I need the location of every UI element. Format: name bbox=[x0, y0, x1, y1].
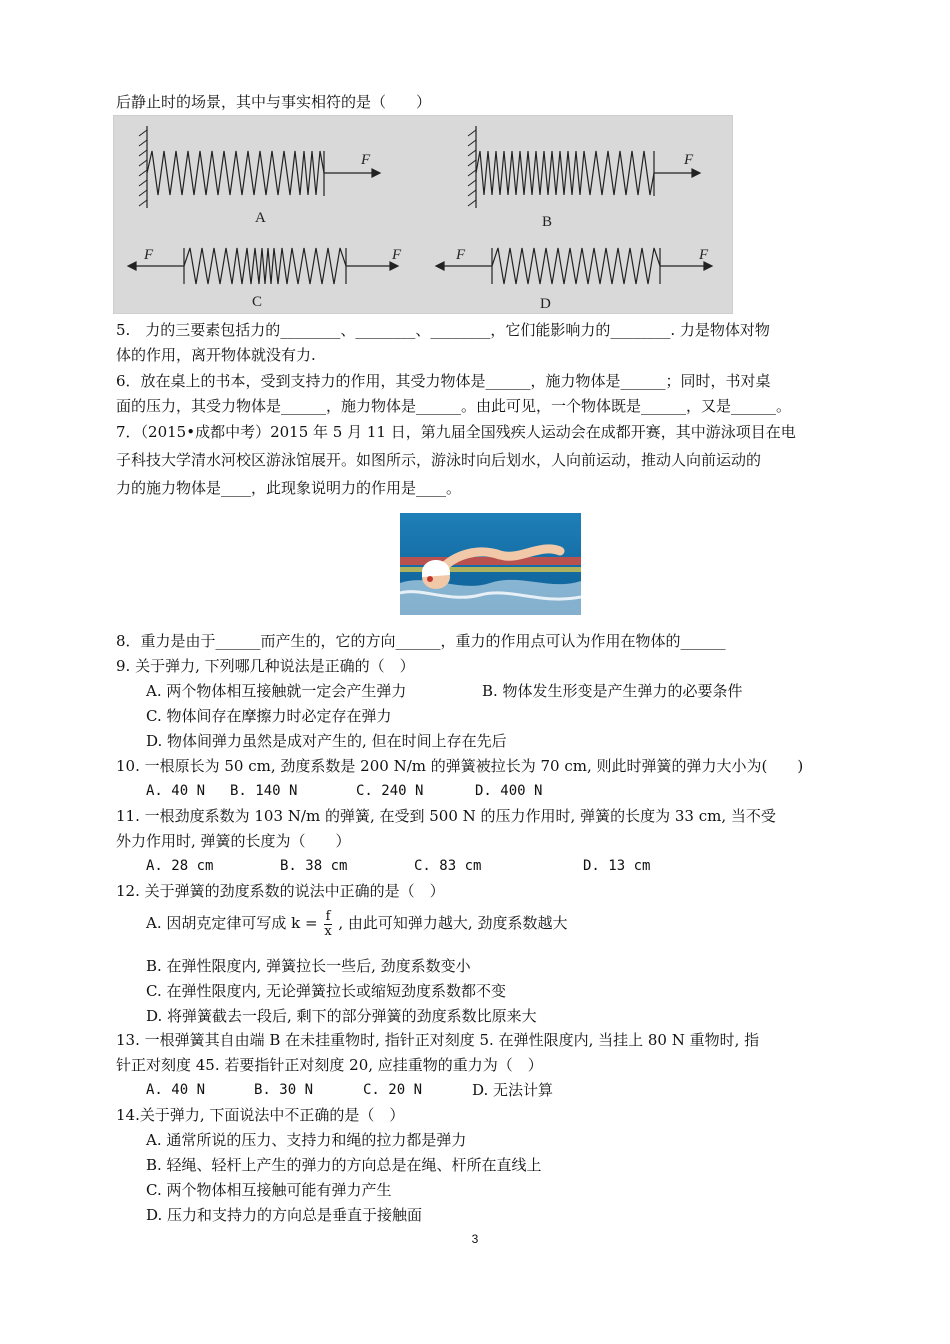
spring-b bbox=[476, 151, 654, 195]
swimmer-photo bbox=[400, 513, 581, 615]
question-9-option-c: C. 物体间存在摩擦力时必定存在弹力 bbox=[146, 707, 392, 725]
figure-label-d: D bbox=[540, 296, 551, 312]
springs-figure bbox=[113, 115, 733, 314]
spring-c bbox=[184, 248, 346, 284]
question-14-option-b: B. 轻绳、轻杆上产生的弹力的方向总是在绳、杆所在直线上 bbox=[146, 1156, 542, 1174]
question-13-option-b: B. 30 N bbox=[254, 1082, 314, 1098]
page-number: 3 bbox=[471, 1232, 479, 1246]
question-12-option-a bbox=[146, 908, 567, 939]
force-label-a: F bbox=[361, 152, 371, 168]
question-7-line-1: 7．（2015•成都中考）2015 年 5 月 11 日，第九届全国残疾人运动会在成都开赛，其中游泳项目在电 bbox=[116, 423, 796, 441]
question-14-option-a: A. 通常所说的压力、支持力和绳的拉力都是弹力 bbox=[146, 1131, 467, 1149]
question-12-option-b: B. 在弹性限度内, 弹簧拉长一些后, 劲度系数变小 bbox=[146, 957, 471, 975]
question-11-option-b: B. 38 cm bbox=[280, 858, 348, 874]
question-14-stem: 14.关于弹力, 下面说法中不正确的是（ ） bbox=[116, 1106, 405, 1124]
question-10-option-d: D. 400 N bbox=[475, 783, 543, 799]
force-label-d-left: F bbox=[456, 247, 466, 263]
question-11-option-d: D. 13 cm bbox=[583, 858, 651, 874]
question-12-stem: 12. 关于弹簧的劲度系数的说法中正确的是（ ） bbox=[116, 882, 445, 900]
question-10-option-c: C. 240 N bbox=[356, 783, 424, 799]
question-14-option-d: D. 压力和支持力的方向总是垂直于接触面 bbox=[146, 1206, 423, 1224]
question-9-stem: 9. 关于弹力, 下列哪几种说法是正确的（ ） bbox=[116, 657, 415, 675]
question-11-line-1: 11. 一根劲度系数为 103 N/m 的弹簧, 在受到 500 N 的压力作用时, 弹簧的长度为 33 cm, 当不受 bbox=[116, 807, 776, 825]
fraction-numerator: f bbox=[325, 908, 331, 924]
question-13-option-d: D. 无法计算 bbox=[472, 1081, 554, 1099]
question-8: 8．重力是由于______而产生的，它的方向______，重力的作用点可认为作用在物体的______ bbox=[116, 632, 726, 650]
figure-label-a: A bbox=[255, 210, 266, 226]
question-11-line-2: 外力作用时, 弹簧的长度为（ ） bbox=[116, 832, 351, 850]
question-5-line-2: 体的作用，离开物体就没有力. bbox=[116, 346, 316, 364]
question-7-line-2: 子科技大学清水河校区游泳馆展开。如图所示，游泳时向后划水，人向前运动，推动人向前运动的 bbox=[116, 451, 762, 469]
question-6-line-2: 面的压力，其受力物体是______，施力物体是______。由此可见，一个物体既是______，又是______。 bbox=[116, 397, 792, 415]
spring-a bbox=[147, 151, 324, 195]
question-11-option-c: C. 83 cm bbox=[414, 858, 482, 874]
figure-label-b: B bbox=[542, 214, 553, 230]
question-12-option-a-text: A. 因胡克定律可写成 k = bbox=[146, 914, 318, 932]
question-14-option-c: C. 两个物体相互接触可能有弹力产生 bbox=[146, 1181, 392, 1199]
hooke-fraction bbox=[324, 910, 333, 939]
question-9-option-a: A. 两个物体相互接触就一定会产生弹力 bbox=[146, 682, 407, 700]
question-10-option-b: B. 140 N bbox=[230, 783, 298, 799]
question-13-line-1: 13. 一根弹簧其自由端 B 在未挂重物时, 指针正对刻度 5. 在弹性限度内, 当挂上 80 N 重物时, 指 bbox=[116, 1031, 760, 1049]
figure-label-c: C bbox=[252, 294, 263, 310]
question-10-option-a: A. 40 N bbox=[146, 783, 206, 799]
question-7-line-3: 力的施力物体是____，此现象说明力的作用是____。 bbox=[116, 479, 462, 497]
fraction-denominator: x bbox=[324, 923, 332, 939]
spring-d bbox=[492, 248, 660, 284]
question-9-option-b: B. 物体发生形变是产生弹力的必要条件 bbox=[482, 682, 743, 700]
question-11-option-a: A. 28 cm bbox=[146, 858, 214, 874]
question-13-line-2: 针正对刻度 45. 若要指针正对刻度 20, 应挂重物的重力为（ ） bbox=[116, 1056, 543, 1074]
force-label-b: F bbox=[684, 152, 694, 168]
question-13-option-c: C. 20 N bbox=[363, 1082, 423, 1098]
question-5-line-1: 5. 力的三要素包括力的________、________、________，它们能影响力的________. 力是物体对物 bbox=[116, 321, 770, 339]
force-label-d-right: F bbox=[699, 247, 709, 263]
question-13-option-a: A. 40 N bbox=[146, 1082, 206, 1098]
springs-diagram bbox=[114, 116, 732, 313]
question-10-stem: 10. 一根原长为 50 cm, 劲度系数是 200 N/m 的弹簧被拉长为 70 cm, 则此时弹簧的弹力大小为( ) bbox=[116, 757, 804, 775]
question-4-tail: 后静止时的场景，其中与事实相符的是（ ） bbox=[116, 93, 432, 111]
question-6-line-1: 6．放在桌上的书本，受到支持力的作用，其受力物体是______，施力物体是______；同时，书对桌 bbox=[116, 372, 771, 390]
force-label-c-right: F bbox=[392, 247, 402, 263]
question-12-option-a-tail: , 由此可知弹力越大, 劲度系数越大 bbox=[338, 914, 568, 932]
question-9-option-d: D. 物体间弹力虽然是成对产生的, 但在时间上存在先后 bbox=[146, 732, 507, 750]
question-12-option-d: D. 将弹簧截去一段后, 剩下的部分弹簧的劲度系数比原来大 bbox=[146, 1007, 537, 1025]
force-label-c-left: F bbox=[144, 247, 154, 263]
question-12-option-c: C. 在弹性限度内, 无论弹簧拉长或缩短劲度系数都不变 bbox=[146, 982, 507, 1000]
